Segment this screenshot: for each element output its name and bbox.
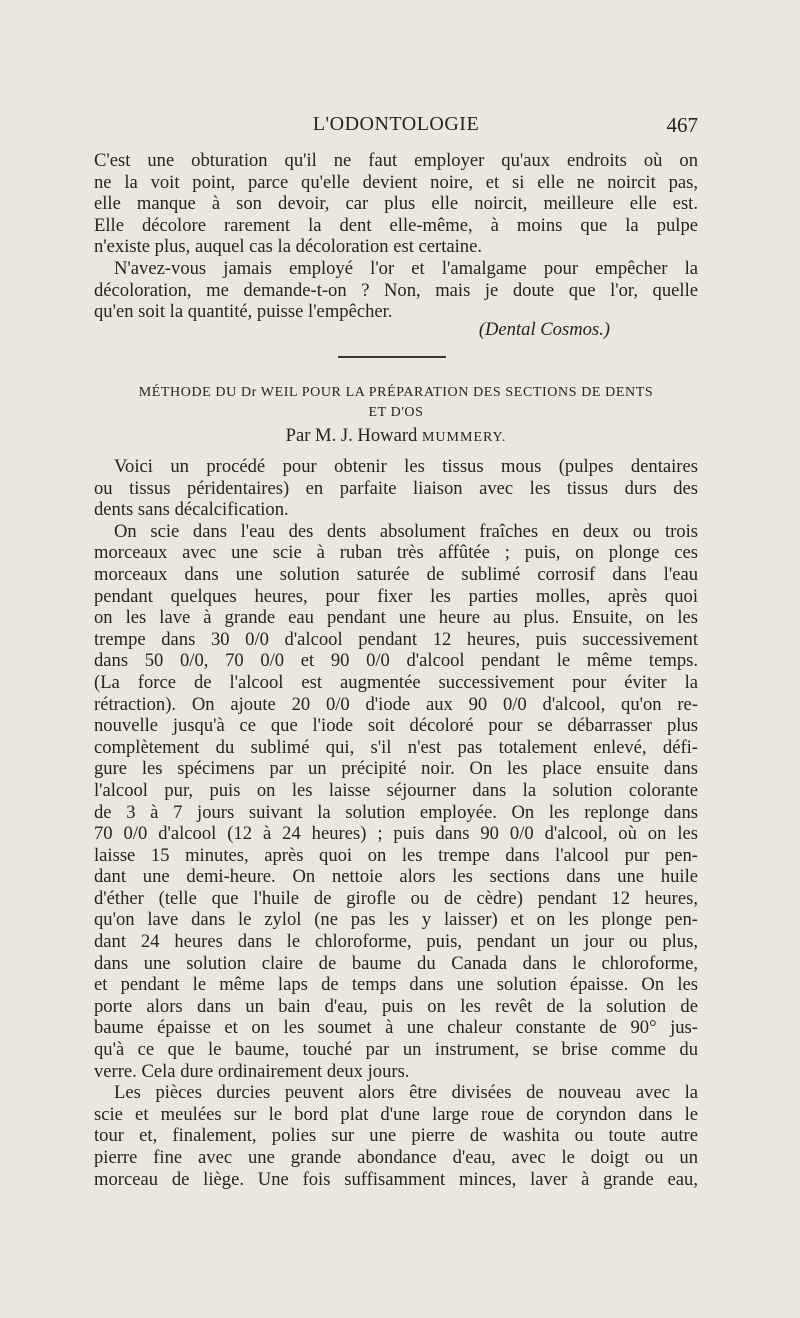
section-divider — [338, 356, 446, 358]
text-line: C'est une obturation qu'il ne faut employer qu'aux endroits où on — [94, 150, 698, 171]
running-head — [94, 113, 698, 143]
text-line: on les lave à grande eau pendant une heure au plus. Ensuite, on les — [94, 607, 698, 629]
text-line: verre. Cela dure ordinairement deux jours. — [94, 1060, 410, 1082]
text-line: morceaux dans une solution saturée de sublimé corrosif dans l'eau — [94, 563, 698, 585]
text-line: qu'à ce que le baume, touché par un instrument, se brise comme du — [94, 1039, 698, 1061]
text-line: complètement du sublimé qui, s'il n'est pas totalement enlevé, défi- — [94, 736, 698, 758]
text-line: dans une solution claire de baume du Canada dans le chloroforme, — [94, 952, 698, 974]
text-line: Elle décolore rarement la dent elle-même, à moins que la pulpe — [94, 214, 698, 236]
page-number: 467 — [666, 113, 698, 137]
text-line: tour et, finalement, polies sur une pierre de washita ou toute autre — [94, 1125, 698, 1147]
article-body — [94, 456, 698, 1190]
text-line: pierre fine avec une grande abondance d'eau, avec le doigt ou un — [94, 1147, 698, 1168]
text-line: porte alors dans un bain d'eau, puis on les revêt de la solution de — [94, 995, 698, 1017]
text-line: trempe dans 30 0/0 d'alcool pendant 12 heures, puis successivement — [94, 628, 698, 650]
text-line: dans 50 0/0, 70 0/0 et 90 0/0 d'alcool pendant le même temps. — [94, 650, 698, 672]
text-line: morceaux avec une scie à ruban très affûtée ; puis, on plonge ces — [94, 542, 698, 564]
section-title-line: MÉTHODE DU Dr WEIL POUR LA PRÉPARATION DES SECTIONS DE DENTS — [138, 385, 654, 400]
text-line: l'alcool pur, puis on les laisse séjourner dans la solution colorante — [94, 779, 698, 801]
text-line: n'existe plus, auquel cas la décoloration est certaine. — [94, 236, 482, 258]
text-line: gure les spécimens par un précipité noir. On les place ensuite dans — [94, 758, 698, 780]
source-citation: (Dental Cosmos.) — [478, 319, 610, 340]
text-line: (La force de l'alcool est augmentée successivement pour éviter la — [94, 671, 698, 693]
text-line: Voici un procédé pour obtenir les tissus mous (pulpes dentaires — [114, 456, 698, 477]
text-line: dant 24 heures dans le chloroforme, puis, pendant un jour ou plus, — [94, 931, 698, 953]
text-line: qu'en soit la quantité, puisse l'empêcher. — [94, 301, 393, 323]
byline — [94, 425, 698, 447]
text-line: ne la voit point, parce qu'elle devient noire, et si elle ne noircit pas, — [94, 171, 698, 193]
text-line: morceau de liège. Une fois suffisamment minces, laver à grande eau, — [94, 1168, 698, 1190]
text-line: laisse 15 minutes, après quoi on les trempe dans l'alcool pur pen- — [94, 844, 698, 866]
text-line: Les pièces durcies peuvent alors être divisées de nouveau avec la — [114, 1082, 698, 1104]
text-line: N'avez-vous jamais employé l'or et l'amalgame pour empêcher la — [114, 257, 698, 279]
continuation-text — [94, 150, 698, 323]
byline-author: MUMMERY. — [421, 430, 507, 445]
text-line: elle manque à son devoir, car plus elle noircit, meilleure elle est. — [94, 193, 698, 215]
section-title-line: ET D'OS — [368, 405, 424, 420]
text-line: 70 0/0 d'alcool (12 à 24 heures) ; puis dans 90 0/0 d'alcool, où on les — [94, 823, 698, 845]
text-line: dant une demi-heure. On nettoie alors les sections dans une huile — [94, 866, 698, 888]
text-line: d'éther (telle que l'huile de girofle ou de cèdre) pendant 12 heures, — [94, 887, 698, 909]
text-line: nouvelle jusqu'à ce que l'iode soit décoloré pour se débarrasser plus — [94, 715, 698, 737]
text-line: ou tissus péridentaires) en parfaite liaison avec les tissus durs des — [94, 477, 698, 499]
text-line: de 3 à 7 jours suivant la solution employée. On les replonge dans — [94, 801, 698, 823]
byline-prefix: Par M. J. Howard — [285, 425, 418, 446]
text-line: dents sans décalcification. — [94, 499, 289, 521]
text-line: baume épaisse et on les soumet à une chaleur constante de 90° jus- — [94, 1017, 698, 1039]
text-line: rétraction). On ajoute 20 0/0 d'iode aux 90 0/0 d'alcool, qu'on re- — [94, 693, 698, 715]
text-line: scie et meulées sur le bord plat d'une large roue de coryndon dans le — [94, 1103, 698, 1125]
journal-title: L'ODONTOLOGIE — [312, 113, 480, 135]
text-line: On scie dans l'eau des dents absolument fraîches en deux ou trois — [114, 520, 698, 542]
text-line: qu'on lave dans le zylol (ne pas les y laisser) et on les plonge pen- — [94, 909, 698, 931]
text-line: pendant quelques heures, pour fixer les parties molles, après quoi — [94, 585, 698, 607]
text-line: et pendant le même laps de temps dans une solution épaisse. On les — [94, 974, 698, 996]
text-line: décoloration, me demande-t-on ? Non, mais je doute que l'or, quelle — [94, 279, 698, 301]
section-title — [94, 383, 698, 423]
